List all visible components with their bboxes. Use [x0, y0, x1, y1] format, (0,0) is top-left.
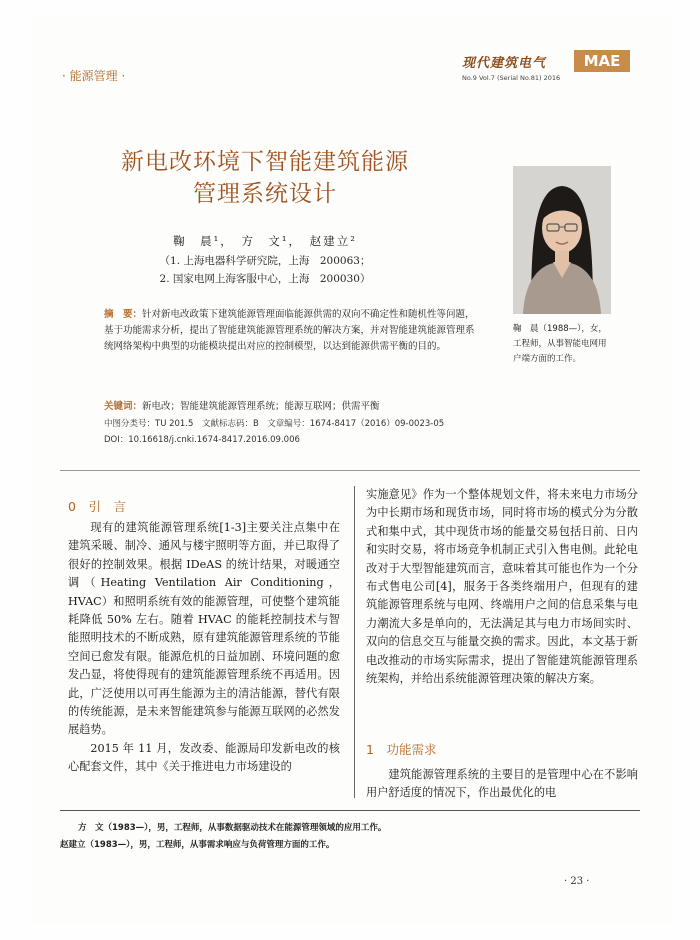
header-divider	[60, 470, 640, 471]
body-paragraph: 2015 年 11 月，发改委、能源局印发新电改的核心配套文件，其中《关于推进电力市场建设的	[68, 741, 340, 774]
body-right-column-continued	[366, 766, 638, 803]
body-right-column	[366, 486, 638, 688]
affiliation-2: 2. 国家电网上海客服中心，上海 200030）	[159, 273, 371, 285]
footnote-author-2: 方 文（1983—），男，工程师，从事数据驱动技术在能源管理领域的应用工作。	[78, 823, 387, 833]
paper-title-line-2: 管理系统设计	[193, 181, 337, 207]
journal-name: 现代建筑电气	[462, 56, 547, 71]
classification-line: 中图分类号：TU 201.5 文献标志码：B 文章编号：1674-8417（2016）09-0023-05	[104, 419, 445, 429]
doi-line: DOI：10.16618/j.cnki.1674-8417.2016.09.006	[104, 435, 300, 445]
journal-badge: MAE	[574, 50, 630, 72]
abstract-label: 摘 要：	[104, 309, 143, 320]
keywords-text: 新电改；智能建筑能源管理系统；能源互联网；供需平衡	[142, 401, 380, 412]
section-heading-introduction: 0 引 言	[68, 499, 126, 514]
body-paragraph: 实施意见》作为一个整体规划文件，将未来电力市场分为中长期市场和现货市场，同时将市场的模式分为分散式和集中式，其中现货市场的能量交易包括日前、日内和实时交易，将市场竞争机制正式引入售电侧。此轮电改对于大型智能建筑而言，意味着其可能也作为一个分布式售电公司[4]，服务于各类终端用户，但现有的建筑能源管理系统与电网、终端用户之间的信息采集与电力潮流大多是单向的，无法满足其与电力市场间实时、双向的信息交互与能量交换的需求。因此，本文基于新电改推动的市场实际需求，提出了智能建筑能源管理系统架构，并给出系统能源管理决策的解决方案。	[366, 488, 638, 686]
section-tag: · 能源管理 ·	[62, 69, 126, 83]
footnote-author-3: 赵建立（1983—），男，工程师，从事需求响应与负荷管理方面的工作。	[60, 840, 335, 850]
abstract-text: 针对新电改政策下建筑能源管理面临能源供需的双向不确定性和随机性等问题，基于功能需求分析，提出了智能建筑能源管理系统的解决方案，并对智能建筑能源管理系统网络架构中典型的功能模块提出对应的控制模型，以达到能源供需平衡的目的。	[104, 309, 475, 352]
author-portrait-image	[513, 166, 611, 314]
journal-issue: No.9 Vol.7 (Serial No.81) 2016	[462, 74, 561, 82]
author-photo	[513, 166, 611, 314]
body-paragraph: 建筑能源管理系统的主要目的是管理中心在不影响用户舒适度的情况下，作出最优化的电	[366, 768, 638, 800]
paper-title-line-1: 新电改环境下智能建筑能源	[121, 149, 409, 175]
section-heading-functional-requirements: 1 功能需求	[366, 742, 437, 757]
footnote-separator	[60, 810, 640, 811]
keywords-label: 关键词：	[104, 401, 143, 412]
affiliation-1: （1. 上海电器科学研究院，上海 200063；	[159, 255, 371, 267]
journal-logo	[462, 50, 662, 74]
body-paragraph: 现有的建筑能源管理系统[1-3]主要关注点集中在建筑采暖、制冷、通风与楼宇照明等方面，并已取得了很好的控制效果。根据 IDeAS 的统计结果，对暖通空调（Heating Ventilation Air Conditioning，HVAC）和照明系统有效的能源管理，可使整个建筑能耗降低 50% 左右。随着 HVAC 的能耗控制技术与智能照明技术的不断成熟，原有建筑能源管理系统的节能空间已愈发有限。能源危机的日益加剧、环境问题的愈发凸显，将使得现有的建筑能源管理系统不再适用。因此，广泛使用以可再生能源为主的清洁能源，替代有限的传统能源，是未来智能建筑参与能源互联网的必然发展趋势。	[68, 521, 340, 737]
first-author-bio: 鞠 晨（1988—），女，工程师，从事智能电网用户端方面的工作。	[513, 324, 607, 364]
column-separator	[354, 486, 355, 798]
body-left-column	[68, 519, 340, 777]
abstract	[104, 307, 476, 355]
keywords	[104, 398, 476, 412]
author-list: 鞠 晨¹， 方 文¹， 赵建立²	[173, 234, 357, 248]
page-number: · 23 ·	[564, 876, 590, 887]
